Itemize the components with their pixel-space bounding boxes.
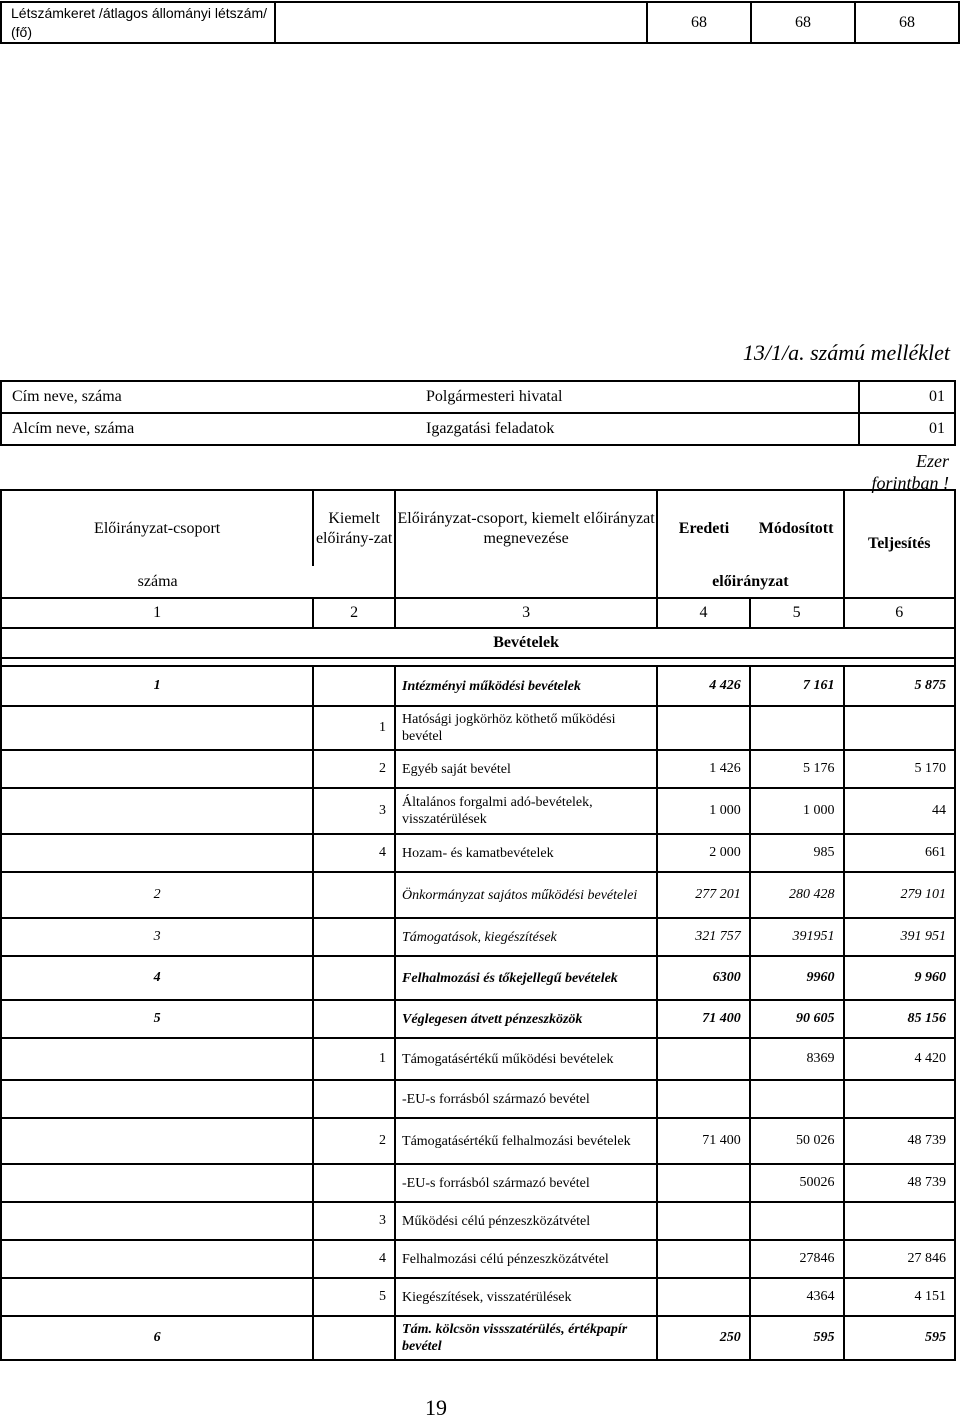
teljesites-value-cell xyxy=(844,706,955,750)
eredeti-value-cell: 71 400 xyxy=(657,1000,750,1038)
eredeti-value-cell: 250 xyxy=(657,1316,750,1360)
teljesites-value-cell: 279 101 xyxy=(844,872,955,918)
item-name-cell: Hozam- és kamatbevételek xyxy=(395,834,657,872)
spacer-cell-4 xyxy=(657,658,750,666)
section-row xyxy=(1,628,955,658)
header-eloiranyzat: előirányzat xyxy=(657,566,843,598)
header-column-numbers xyxy=(1,598,955,628)
eredeti-value-cell: 71 400 xyxy=(657,1118,750,1164)
staffing-empty-cell xyxy=(275,2,647,43)
kiemelt-number-cell: 1 xyxy=(313,706,395,750)
group-number-cell xyxy=(1,788,313,834)
eredeti-value-cell: 6300 xyxy=(657,956,750,1000)
modositott-value-cell: 1 000 xyxy=(750,788,844,834)
section-empty-mid xyxy=(313,628,395,658)
staffing-value-2: 68 xyxy=(751,2,855,43)
eredeti-value-cell xyxy=(657,1164,750,1202)
modositott-value-cell: 90 605 xyxy=(750,1000,844,1038)
group-number-cell xyxy=(1,1278,313,1316)
table-row xyxy=(1,1316,955,1360)
kiemelt-number-cell xyxy=(313,956,395,1000)
kiemelt-number-cell: 1 xyxy=(313,1038,395,1080)
item-name-cell: Önkormányzat sajátos működési bevételei xyxy=(395,872,657,918)
spacer-cell-2 xyxy=(313,658,395,666)
section-empty-4 xyxy=(657,628,750,658)
eredeti-value-cell: 321 757 xyxy=(657,918,750,956)
group-number-cell xyxy=(1,1202,313,1240)
header-row-2 xyxy=(1,566,955,598)
kiemelt-number-cell: 2 xyxy=(313,750,395,788)
address-row-subtitle xyxy=(1,413,955,445)
kiemelt-number-cell: 2 xyxy=(313,1118,395,1164)
table-row xyxy=(1,1240,955,1278)
kiemelt-number-cell xyxy=(313,1000,395,1038)
eredeti-value-cell xyxy=(657,1278,750,1316)
modositott-value-cell: 27846 xyxy=(750,1240,844,1278)
kiemelt-number-cell xyxy=(313,1080,395,1118)
page-number: 19 xyxy=(425,1395,447,1420)
unit-note-line-2: forintban ! xyxy=(871,473,949,493)
staffing-row xyxy=(1,2,959,43)
modositott-value-cell xyxy=(750,1080,844,1118)
group-number-cell xyxy=(1,1118,313,1164)
eredeti-value-cell xyxy=(657,706,750,750)
group-number-cell xyxy=(1,834,313,872)
teljesites-value-cell: 5 170 xyxy=(844,750,955,788)
modositott-value-cell: 985 xyxy=(750,834,844,872)
kiemelt-number-cell xyxy=(313,666,395,706)
modositott-value-cell xyxy=(750,706,844,750)
item-name-cell: -EU-s forrásból származó bevétel xyxy=(395,1080,657,1118)
table-row xyxy=(1,1118,955,1164)
header-empty-kiemelt xyxy=(313,566,395,598)
header-kiemelt: Kiemelt előirány-zat xyxy=(313,490,395,566)
kiemelt-number-cell xyxy=(313,918,395,956)
table-row xyxy=(1,956,955,1000)
table-row xyxy=(1,918,955,956)
item-name-cell: Támogatásértékű működési bevételek xyxy=(395,1038,657,1080)
staffing-table xyxy=(0,1,960,44)
budget-table xyxy=(0,489,956,1361)
group-number-cell: 6 xyxy=(1,1316,313,1360)
group-number-cell xyxy=(1,1240,313,1278)
group-number-cell xyxy=(1,1080,313,1118)
spacer-row xyxy=(1,658,955,666)
header-row-1 xyxy=(1,490,955,566)
teljesites-value-cell xyxy=(844,1202,955,1240)
address-value-title: Polgármesteri hivatal xyxy=(406,381,859,413)
teljesites-value-cell: 5 875 xyxy=(844,666,955,706)
group-number-cell xyxy=(1,750,313,788)
unit-note xyxy=(871,450,949,494)
item-name-cell: -EU-s forrásból származó bevétel xyxy=(395,1164,657,1202)
eredeti-value-cell: 4 426 xyxy=(657,666,750,706)
modositott-value-cell: 391951 xyxy=(750,918,844,956)
modositott-value-cell: 4364 xyxy=(750,1278,844,1316)
kiemelt-number-cell xyxy=(313,1316,395,1360)
column-number-3: 3 xyxy=(395,598,657,628)
eredeti-value-cell: 277 201 xyxy=(657,872,750,918)
kiemelt-number-cell: 5 xyxy=(313,1278,395,1316)
header-number-label: száma xyxy=(1,566,313,598)
column-number-1: 1 xyxy=(1,598,313,628)
item-name-cell: Felhalmozási célú pénzeszközátvétel xyxy=(395,1240,657,1278)
group-number-cell: 3 xyxy=(1,918,313,956)
item-name-cell: Intézményi működési bevételek xyxy=(395,666,657,706)
modositott-value-cell: 50 026 xyxy=(750,1118,844,1164)
eredeti-value-cell xyxy=(657,1240,750,1278)
table-row xyxy=(1,1164,955,1202)
group-number-cell: 4 xyxy=(1,956,313,1000)
column-number-6: 6 xyxy=(844,598,955,628)
header-group: Előirányzat-csoport xyxy=(1,490,313,566)
staffing-value-1: 68 xyxy=(647,2,751,43)
item-name-cell: Támogatások, kiegészítések xyxy=(395,918,657,956)
teljesites-value-cell: 48 739 xyxy=(844,1164,955,1202)
modositott-value-cell: 8369 xyxy=(750,1038,844,1080)
kiemelt-number-cell: 3 xyxy=(313,1202,395,1240)
kiemelt-number-cell xyxy=(313,1164,395,1202)
column-number-4: 4 xyxy=(657,598,750,628)
eredeti-value-cell xyxy=(657,1202,750,1240)
modositott-value-cell: 595 xyxy=(750,1316,844,1360)
column-number-5: 5 xyxy=(750,598,844,628)
kiemelt-number-cell: 4 xyxy=(313,1240,395,1278)
staffing-value-3: 68 xyxy=(855,2,959,43)
section-empty-left xyxy=(1,628,313,658)
item-name-cell: Kiegészítések, visszatérülések xyxy=(395,1278,657,1316)
eredeti-value-cell xyxy=(657,1038,750,1080)
header-name: Előirányzat-csoport, kiemelt előirányzat megnevezése xyxy=(395,490,657,566)
spacer-cell-6 xyxy=(844,658,955,666)
table-row xyxy=(1,750,955,788)
kiemelt-number-cell: 4 xyxy=(313,834,395,872)
group-number-cell xyxy=(1,1038,313,1080)
table-row xyxy=(1,872,955,918)
eredeti-value-cell xyxy=(657,1080,750,1118)
item-name-cell: Támogatásértékű felhalmozási bevételek xyxy=(395,1118,657,1164)
address-row-title xyxy=(1,381,955,413)
column-number-2: 2 xyxy=(313,598,395,628)
modositott-value-cell: 7 161 xyxy=(750,666,844,706)
eredeti-value-cell: 2 000 xyxy=(657,834,750,872)
section-title: Bevételek xyxy=(395,628,657,658)
table-row xyxy=(1,1278,955,1316)
eredeti-value-cell: 1 426 xyxy=(657,750,750,788)
spacer-cell-3 xyxy=(395,658,657,666)
modositott-value-cell: 5 176 xyxy=(750,750,844,788)
table-row xyxy=(1,1202,955,1240)
annex-title: 13/1/a. számú melléklet xyxy=(742,340,950,365)
table-row xyxy=(1,706,955,750)
table-row xyxy=(1,1000,955,1038)
kiemelt-number-cell: 3 xyxy=(313,788,395,834)
item-name-cell: Általános forgalmi adó-bevételek, visszatérülések xyxy=(395,788,657,834)
table-row xyxy=(1,666,955,706)
address-label-title: Cím neve, száma xyxy=(1,381,406,413)
item-name-cell: Tám. kölcsön vissszatérülés, értékpapír bevétel xyxy=(395,1316,657,1360)
modositott-value-cell: 50026 xyxy=(750,1164,844,1202)
table-row xyxy=(1,834,955,872)
teljesites-value-cell: 4 151 xyxy=(844,1278,955,1316)
table-row xyxy=(1,1080,955,1118)
staffing-label: Létszámkeret /átlagos állományi létszám/ (fő) xyxy=(1,2,275,43)
spacer-cell-5 xyxy=(750,658,844,666)
teljesites-value-cell: 85 156 xyxy=(844,1000,955,1038)
section-empty-5 xyxy=(750,628,844,658)
address-label-subtitle: Alcím neve, száma xyxy=(1,413,406,445)
modositott-value-cell: 9960 xyxy=(750,956,844,1000)
group-number-cell: 2 xyxy=(1,872,313,918)
eredeti-value-cell: 1 000 xyxy=(657,788,750,834)
teljesites-value-cell: 595 xyxy=(844,1316,955,1360)
teljesites-value-cell: 4 420 xyxy=(844,1038,955,1080)
item-name-cell: Felhalmozási és tőkejellegű bevételek xyxy=(395,956,657,1000)
modositott-value-cell: 280 428 xyxy=(750,872,844,918)
header-eredeti: Eredeti xyxy=(657,490,750,566)
teljesites-value-cell: 661 xyxy=(844,834,955,872)
table-row xyxy=(1,788,955,834)
item-name-cell: Véglegesen átvett pénzeszközök xyxy=(395,1000,657,1038)
item-name-cell: Működési célú pénzeszközátvétel xyxy=(395,1202,657,1240)
group-number-cell: 5 xyxy=(1,1000,313,1038)
address-code-subtitle: 01 xyxy=(859,413,955,445)
address-code-title: 01 xyxy=(859,381,955,413)
header-modositott: Módosított xyxy=(750,490,844,566)
header-teljesites: Teljesítés xyxy=(844,490,955,598)
section-empty-6 xyxy=(844,628,955,658)
teljesites-value-cell xyxy=(844,1080,955,1118)
item-name-cell: Hatósági jogkörhöz köthető működési bevétel xyxy=(395,706,657,750)
modositott-value-cell xyxy=(750,1202,844,1240)
kiemelt-number-cell xyxy=(313,872,395,918)
teljesites-value-cell: 44 xyxy=(844,788,955,834)
table-row xyxy=(1,1038,955,1080)
address-table xyxy=(0,380,956,446)
teljesites-value-cell: 27 846 xyxy=(844,1240,955,1278)
unit-note-line-1: Ezer xyxy=(916,451,949,471)
group-number-cell xyxy=(1,1164,313,1202)
address-value-subtitle: Igazgatási feladatok xyxy=(406,413,859,445)
item-name-cell: Egyéb saját bevétel xyxy=(395,750,657,788)
teljesites-value-cell: 48 739 xyxy=(844,1118,955,1164)
group-number-cell: 1 xyxy=(1,666,313,706)
teljesites-value-cell: 391 951 xyxy=(844,918,955,956)
header-empty-name xyxy=(395,566,657,598)
spacer-cell-1 xyxy=(1,658,313,666)
teljesites-value-cell: 9 960 xyxy=(844,956,955,1000)
group-number-cell xyxy=(1,706,313,750)
